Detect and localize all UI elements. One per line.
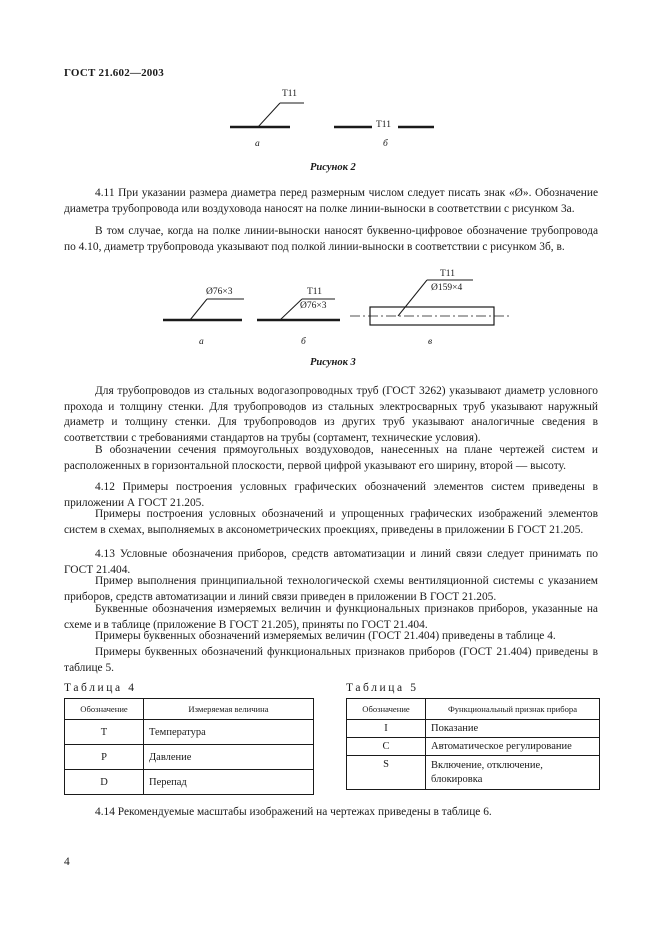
- figure-2a-sublabel: а: [255, 139, 260, 149]
- table-row: [65, 770, 314, 795]
- paragraph-diameter-under-shelf: В том случае, когда на полке линии-выноски наносят буквенно-цифровое обозначение трубопровода по 4.10, диаметр трубопровода указывают под полкой линии-выноски в соответствии с рисунком 3б, в.: [64, 225, 598, 253]
- figure-3c-bottom-label: Ø159×4: [431, 283, 463, 293]
- table-5-header-code: Обозначение: [347, 699, 426, 720]
- figure-2a-label: Т11: [282, 89, 297, 99]
- figure-3b-top-label: Т11: [307, 287, 322, 297]
- figure-3-caption: Рисунок 3: [310, 357, 356, 368]
- table-5-title: Таблица 5: [346, 682, 419, 694]
- table-4: [64, 698, 314, 795]
- table-row: [65, 720, 314, 745]
- paragraph-table-4-ref: Примеры буквенных обозначений измеряемых величин (ГОСТ 21.404) приведены в таблице 4.: [95, 630, 556, 642]
- paragraph-steel-pipes: Для трубопроводов из стальных водогазопроводных труб (ГОСТ 3262) указывают диаметр условного прохода и толщину стенки. Для трубопроводов из стальных электросварных труб указывают наружный диаметр и толщину стенки. Для трубопроводов из других труб указывают аналогичные сведения в соответствии с требованиями стандартов на трубы (сортамент, технические условия).: [64, 385, 598, 444]
- figure-3c-sublabel: в: [428, 337, 433, 347]
- paragraph-ventilation-example: Пример выполнения принципиальной технологической схемы вентиляционной системы с указанием приборов, средств автоматизации и линий связи приведен в приложении В ГОСТ 21.205.: [64, 575, 598, 603]
- paragraph-4-14: 4.14 Рекомендуемые масштабы изображений на чертежах приведены в таблице 6.: [95, 806, 492, 818]
- paragraph-table-5-ref: Примеры буквенных обозначений функциональных признаков приборов (ГОСТ 21.404) приведены в таблице 5.: [64, 646, 598, 674]
- figure-3c-leader: [398, 280, 427, 316]
- document-header: ГОСТ 21.602—2003: [64, 67, 164, 79]
- table-row: [65, 745, 314, 770]
- table-5-cell-code: I: [347, 720, 426, 738]
- paragraph-4-13: 4.13 Условные обозначения приборов, средств автоматизации и линий связи следует принимать по ГОСТ 21.404.: [64, 548, 598, 576]
- table-4-cell-code: D: [65, 770, 144, 795]
- figure-2b-label: Т11: [376, 120, 391, 130]
- figure-2a-leader: [258, 103, 280, 127]
- table-4-header-quantity: Измеряемая величина: [144, 699, 314, 720]
- figure-3b-bottom-label: Ø76×3: [300, 301, 327, 311]
- table-5-cell-function: Включение, отключение, блокировка: [426, 756, 600, 790]
- table-4-cell-code: Р: [65, 745, 144, 770]
- figure-3-drawing: [0, 260, 661, 350]
- table-row: [347, 756, 600, 790]
- table-5-cell-code: S: [347, 756, 426, 790]
- table-row: [347, 738, 600, 756]
- table-4-cell-quantity: Давление: [144, 745, 314, 770]
- table-4-header-code: Обозначение: [65, 699, 144, 720]
- table-5-cell-function: Показание: [426, 720, 600, 738]
- figure-3c-top-label: Т11: [440, 269, 455, 279]
- paragraph-duct-section: В обозначении сечения прямоугольных воздуховодов, нанесенных на плане чертежей систем и расположенных в горизонтальной плоскости, первой цифрой указывают его ширину, второй — высоту.: [64, 444, 598, 472]
- figure-3b-leader: [280, 299, 302, 320]
- figure-2-caption: Рисунок 2: [310, 162, 356, 173]
- paragraph-4-12: 4.12 Примеры построения условных графических обозначений элементов систем приведены в приложении А ГОСТ 21.205.: [64, 481, 598, 509]
- table-4-cell-quantity: Перепад: [144, 770, 314, 795]
- figure-3a-label: Ø76×3: [206, 287, 233, 297]
- paragraph-letter-designations: Буквенные обозначения измеряемых величин и функциональных признаков приборов, указанные на схеме и в таблице (приложение В ГОСТ 21.205), приняты по ГОСТ 21.404.: [64, 603, 598, 631]
- figure-2b-sublabel: б: [383, 139, 388, 149]
- table-4-cell-code: Т: [65, 720, 144, 745]
- table-5: [346, 698, 600, 790]
- table-5-cell-code: C: [347, 738, 426, 756]
- page-number: 4: [64, 856, 70, 868]
- table-4-title: Таблица 4: [64, 682, 137, 694]
- table-5-cell-function: Автоматическое регулирование: [426, 738, 600, 756]
- figure-3b-sublabel: б: [301, 337, 306, 347]
- table-4-cell-quantity: Температура: [144, 720, 314, 745]
- figure-3a-leader: [190, 299, 207, 320]
- table-row: [347, 720, 600, 738]
- paragraph-axonometric: Примеры построения условных обозначений и упрощенных графических изображений элементов систем в схемах, выполняемых в аксонометрических проекциях, приведены в приложении Б ГОСТ 21.205.: [64, 508, 598, 536]
- table-5-header-function: Функциональный признак прибора: [426, 699, 600, 720]
- paragraph-4-11: 4.11 При указании размера диаметра перед размерным числом следует писать знак «Ø». Обозначение диаметра трубопровода или воздуховода наносят на полке линии-выноски в соответствии с рисунком 3а.: [64, 187, 598, 215]
- figure-3a-sublabel: а: [199, 337, 204, 347]
